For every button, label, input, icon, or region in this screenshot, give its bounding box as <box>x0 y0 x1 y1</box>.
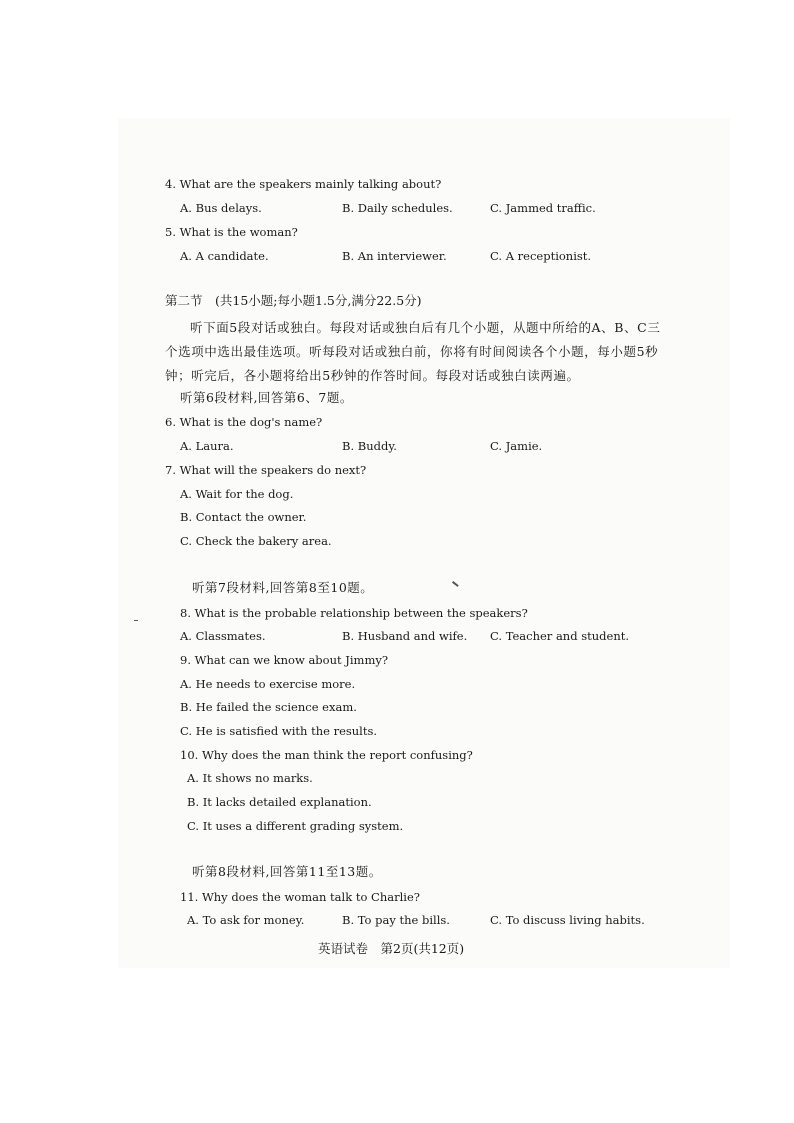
question-8-option-c: C. Teacher and student. <box>490 629 630 643</box>
section-instructions: 听下面5段对话或独白。每段对话或独白后有几个小题，从题中所给的A、B、C三个选项中选出最佳选项。听每段对话或独白前，你将有时间阅读各个小题，每小题5秒钟；听完后，各小题将给出5秒钟的作答时间。每段对话或独白读两遍。 <box>165 320 661 383</box>
question-4-option-b: B. Daily schedules. <box>342 201 453 215</box>
question-9-stem: 9. What can we know about Jimmy? <box>180 653 389 667</box>
section-title: 第二节 (共15小题;每小题1.5分,满分22.5分) <box>165 293 422 308</box>
question-8-option-b: B. Husband and wife. <box>342 629 468 643</box>
question-4-stem: 4. What are the speakers mainly talking about? <box>165 177 442 191</box>
question-11-option-b: B. To pay the bills. <box>342 913 450 927</box>
question-9-option-b: B. He failed the science exam. <box>180 700 357 714</box>
question-6-option-b: B. Buddy. <box>342 439 397 453</box>
question-9-option-a: A. He needs to exercise more. <box>180 677 356 691</box>
question-5-stem: 5. What is the woman? <box>165 225 298 239</box>
question-7-option-c: C. Check the bakery area. <box>180 534 332 548</box>
question-11-option-a: A. To ask for money. <box>187 913 305 927</box>
question-7-option-b: B. Contact the owner. <box>180 510 307 524</box>
question-10-stem: 10. Why does the man think the report confusing? <box>180 748 473 762</box>
question-8-stem: 8. What is the probable relationship between the speakers? <box>180 606 528 620</box>
question-11-stem: 11. Why does the woman talk to Charlie? <box>180 890 420 904</box>
question-11-option-c: C. To discuss living habits. <box>490 913 645 927</box>
question-7-option-a: A. Wait for the dog. <box>180 487 294 501</box>
question-6-stem: 6. What is the dog's name? <box>165 415 323 429</box>
question-10-option-c: C. It uses a different grading system. <box>187 819 404 833</box>
question-7-stem: 7. What will the speakers do next? <box>165 463 367 477</box>
question-4-option-a: A. Bus delays. <box>180 201 262 215</box>
question-5-option-b: B. An interviewer. <box>342 249 447 263</box>
question-10-option-a: A. It shows no marks. <box>187 771 313 785</box>
group-heading-8: 听第8段材料,回答第11至13题。 <box>192 864 382 879</box>
question-10-option-b: B. It lacks detailed explanation. <box>187 795 372 809</box>
question-6-option-c: C. Jamie. <box>490 439 543 453</box>
question-8-option-a: A. Classmates. <box>180 629 266 643</box>
question-9-option-c: C. He is satisfied with the results. <box>180 724 378 738</box>
scan-speck <box>134 620 138 621</box>
group-heading-6: 听第6段材料,回答第6、7题。 <box>180 390 353 405</box>
group-heading-7: 听第7段材料,回答第8至10题。 <box>192 580 374 595</box>
question-6-option-a: A. Laura. <box>180 439 234 453</box>
question-5-option-c: C. A receptionist. <box>490 249 592 263</box>
page-footer: 英语试卷 第2页(共12页) <box>318 941 465 956</box>
question-5-option-a: A. A candidate. <box>180 249 269 263</box>
question-4-option-c: C. Jammed traffic. <box>490 201 596 215</box>
